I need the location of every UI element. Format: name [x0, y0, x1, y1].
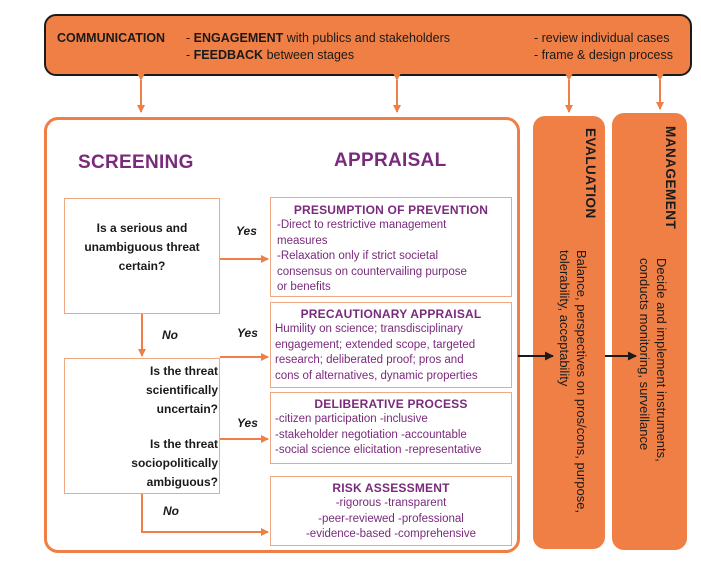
precautionary-text: Humility on science; transdisciplinary engagement; extended scope, targeted research; deliberated proof; pros and cons of alternatives, dynamic properties — [275, 323, 478, 382]
management-text: Decide and implement instruments, conducts monitoring, surveillance — [637, 258, 669, 462]
communication-engagement: - ENGAGEMENT with publics and stakeholders — [186, 31, 450, 45]
communication-frame-design: - frame & design process — [534, 48, 673, 62]
risk-text: -rigorous -transparent -peer-reviewed -professional -evidence-based -comprehensive — [305, 497, 477, 540]
deliberative-text: -citizen participation -inclusive -stakeholder negotiation -accountable -social science elicitation -representative — [275, 413, 482, 456]
screening-heading: SCREENING — [78, 152, 194, 173]
arrow-no-risk-assessment — [142, 494, 268, 532]
label-yes-deliberative: Yes — [237, 416, 258, 430]
management-title: MANAGEMENT — [663, 126, 678, 230]
communication-review-cases: - review individual cases — [534, 31, 670, 45]
deliberative-title: DELIBERATIVE PROCESS — [314, 397, 468, 411]
label-yes-precautionary: Yes — [237, 326, 258, 340]
precautionary-title: PRECAUTIONARY APPRAISAL — [300, 307, 482, 321]
question-scientifically-uncertain: Is the threat scientifically uncertain? — [145, 364, 218, 416]
prevention-text: -Direct to restrictive management measures -Relaxation only if strict societal consensus on countervailing purpose or benefits — [277, 219, 467, 293]
label-yes-prevention: Yes — [236, 224, 257, 238]
label-no-first: No — [162, 328, 178, 342]
risk-title: RISK ASSESSMENT — [332, 481, 450, 495]
question-sociopolitically-ambiguous: Is the threat sociopolitically ambiguous? — [131, 437, 218, 489]
communication-feedback: - FEEDBACK between stages — [186, 48, 355, 62]
appraisal-heading: APPRAISAL — [334, 150, 447, 171]
communication-title: COMMUNICATION — [57, 31, 166, 45]
prevention-title: PRESUMPTION OF PREVENTION — [293, 203, 489, 217]
evaluation-title: EVALUATION — [583, 128, 598, 219]
question-serious-threat: Is a serious and unambiguous threat certain? — [84, 221, 200, 273]
label-no-second: No — [163, 504, 179, 518]
evaluation-text: Balance, perspectives on pros/cons, purpose, tolerability, acceptability — [557, 250, 589, 514]
